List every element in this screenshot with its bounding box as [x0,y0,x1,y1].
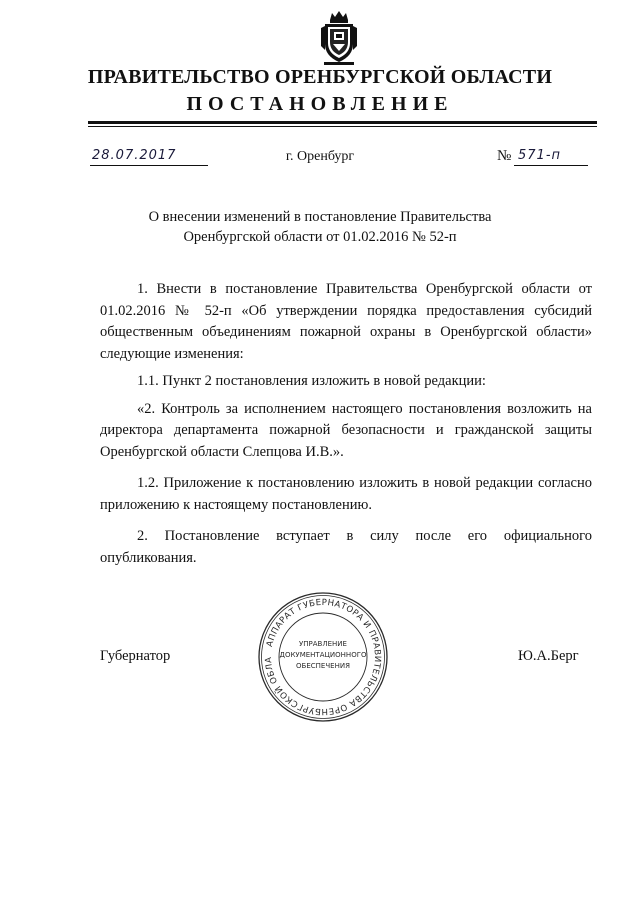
paragraph-1-1: 1.1. Пункт 2 постановления изложить в новой редакции: [137,373,486,389]
subject-line-1: О внесении изменений в постановление Правительства [148,209,492,225]
document-type-heading: ПОСТАНОВЛЕНИЕ [186,93,454,115]
coat-of-arms-icon [318,10,360,66]
paragraph-1: 1. Внести в постановление Правительства Оренбургской области от 01.02.2016 № 52-п «Об утверждении порядка предоставления субсидий общественным объединениям пожарной охраны в Оренбургской области» следующие изменения: [100,281,592,362]
paragraph-quote: «2. Контроль за исполнением настоящего постановления возложить на директора департамента пожарной безопасности и гражданской защиты Оренбургской области Слепцова И.В.». [100,400,592,460]
document-number: 571-п [518,148,562,163]
seal-center-line-3: ОБЕСПЕЧЕНИЯ [296,662,350,670]
city: г. Оренбург [285,149,355,164]
number-underline [514,165,588,166]
signatory-role: Губернатор [100,648,171,664]
paragraph-2: 2. Постановление вступает в силу после его официального опубликования. [100,528,592,566]
seal-center-line-2: ДОКУМЕНТАЦИОННОГО [279,651,367,659]
signatory-name: Ю.А.Берг [518,648,579,664]
seal-ring-text: АППАРАТ ГУБЕРНАТОРА И ПРАВИТЕЛЬСТВА ОРЕНБУРГСКОЙ ОБЛА [263,597,383,717]
header-divider-thin [88,126,597,127]
date-underline [90,165,208,166]
subject-line-2: Оренбургской области от 01.02.2016 № 52-п [183,229,457,245]
seal-center-line-1: УПРАВЛЕНИЕ [299,640,347,648]
document-date: 28.07.2017 [92,148,177,163]
paragraph-1-2: 1.2. Приложение к постановлению изложить в новой редакции согласно приложению к настоящему постановлению. [100,475,592,513]
official-seal [256,590,390,724]
header-divider-thick [88,121,597,124]
document-body [100,279,592,569]
document-subject [0,207,640,247]
number-label: № [497,148,512,164]
government-title: ПРАВИТЕЛЬСТВО ОРЕНБУРГСКОЙ ОБЛАСТИ [87,66,553,88]
